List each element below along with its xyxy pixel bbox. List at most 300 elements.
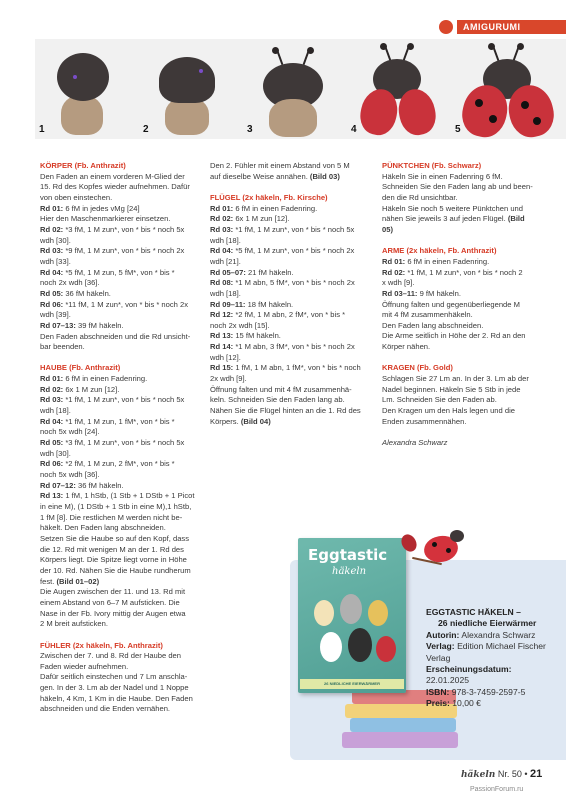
- text-line: [40, 321, 200, 332]
- round-label: Rd 06:: [40, 459, 64, 469]
- step-photo-3: [243, 39, 345, 139]
- book-cover-band: 26 NIEDLICHE EIERWÄRMER: [300, 679, 404, 689]
- round-label: Rd 12:: [210, 310, 234, 320]
- author-label: Autorin:: [426, 629, 460, 640]
- line-text: Häkeln Sie in einen Fadenring 6 fM.: [382, 171, 503, 181]
- text-line: [210, 321, 372, 332]
- line-text: Schlagen Sie 27 Lm an. In der 3. Lm ab der: [382, 374, 529, 384]
- text-line: [40, 513, 200, 524]
- paragraph-gap: [210, 182, 372, 193]
- line-text: Häkeln Sie noch 5 weitere Pünktchen und: [382, 203, 523, 213]
- section-heading: [382, 161, 542, 172]
- line-text: Zwischen der 7. und 8. Rd der Haube den: [40, 651, 181, 661]
- text-line: [210, 172, 372, 183]
- book-author: [426, 630, 562, 641]
- section-heading: [40, 641, 200, 652]
- text-line: [210, 257, 372, 268]
- text-line: [40, 406, 200, 417]
- text-line: [40, 651, 200, 662]
- text-line: [210, 204, 372, 215]
- issue-number: Nr. 50: [497, 769, 522, 779]
- text-line: [210, 289, 372, 300]
- text-line: [382, 331, 542, 342]
- line-text: Die Augen zwischen der 11. und 13. Rd mit: [40, 587, 186, 597]
- egg-warmer: [314, 600, 334, 626]
- paragraph-gap: [382, 427, 542, 438]
- instructions-column-1: [40, 161, 200, 715]
- line-text: 39 fM häkeln.: [75, 320, 124, 330]
- line-text: *1 fM, 1 M zun*, von * bis * noch 5x: [63, 395, 185, 405]
- image-reference: 05): [382, 224, 393, 234]
- text-line: [40, 268, 200, 279]
- round-label: Rd 04:: [40, 416, 64, 426]
- antenna-ball: [380, 43, 387, 50]
- round-label: Rd 02:: [210, 214, 234, 224]
- text-line: [210, 331, 372, 342]
- round-label: Rd 01:: [40, 203, 64, 213]
- line-text: *1 fM, 1 M zun*, von * bis * noch 2: [405, 267, 523, 277]
- text-line: [40, 470, 200, 481]
- image-reference: (Bild 03): [307, 171, 340, 181]
- line-text: 1 fM, 1 hStb, (1 Stb + 1 DStb + 1 Picot: [63, 491, 195, 501]
- line-text: FLÜGEL (2x häkeln, Fb. Kirsche): [210, 192, 328, 202]
- text-line: [40, 342, 200, 353]
- line-text: PÜNKTCHEN (Fb. Schwarz): [382, 161, 482, 170]
- text-line: [382, 417, 542, 428]
- line-text: 2x wdh [9].: [210, 374, 247, 384]
- round-label: Rd 08:: [210, 278, 234, 288]
- text-line: [382, 374, 542, 385]
- text-line: [210, 385, 372, 396]
- line-text: Setzen Sie die Haube so auf den Kopf, dass: [40, 533, 190, 543]
- text-line: [210, 353, 372, 364]
- line-text: 9 fM häkeln.: [417, 288, 461, 298]
- antenna-ball: [488, 43, 495, 50]
- antenna-ball: [272, 47, 279, 54]
- line-text: Nase in der Fb. Ivory mittig der Augen etwa: [40, 608, 186, 618]
- round-label: Rd 07–13:: [40, 320, 76, 330]
- book-cover-title: Eggtastic: [308, 546, 388, 564]
- paragraph-gap: [382, 236, 542, 247]
- line-text: Den Faden abschneiden und die Rd unsicht-: [40, 331, 191, 341]
- book-stack: [342, 732, 458, 748]
- publisher-value: Edition Michael Fischer Verlag: [426, 641, 546, 663]
- text-line: [382, 342, 542, 353]
- line-text: *2 fM, 1 M abn, 2 fM*, von * bis *: [233, 310, 346, 320]
- line-text: von oben einstechen.: [40, 192, 113, 202]
- line-text: *1 M abn, 5 fM*, von * bis * noch 2x: [233, 278, 355, 288]
- wing-dot: [521, 101, 529, 109]
- text-line: [40, 246, 200, 257]
- line-text: 15. Rd des Kopfes wieder aufnehmen. Dafür: [40, 182, 190, 192]
- round-label: Rd 01:: [382, 256, 406, 266]
- text-line: [40, 545, 200, 556]
- text-line: [210, 406, 372, 417]
- line-text: 36 fM häkeln.: [63, 288, 111, 298]
- book-info: [426, 607, 562, 710]
- text-line: [40, 683, 200, 694]
- line-text: wdh [21].: [210, 256, 241, 266]
- text-line: [210, 417, 372, 428]
- photo-number: 5: [455, 124, 461, 135]
- line-text: noch 2x wdh [15].: [210, 320, 270, 330]
- ladybug-dot: [432, 542, 437, 547]
- step-photos: [35, 39, 566, 139]
- antenna-ball: [517, 43, 524, 50]
- price-label: Preis:: [426, 698, 450, 709]
- line-text: wdh [18].: [40, 406, 71, 416]
- text-line: [382, 395, 542, 406]
- line-text: einem Abstand von 6–7 M aufsticken. Die: [40, 597, 180, 607]
- line-text: Nadel beginnen. Häkeln Sie 5 Stb in jede: [382, 384, 521, 394]
- body-shape: [61, 95, 103, 135]
- text-line: [210, 236, 372, 247]
- line-text: den die Rd unsichtbar.: [382, 192, 458, 202]
- line-text: Lm. Schneiden Sie den Faden ab.: [382, 395, 497, 405]
- line-text: in eine M), (1 DStb + 1 Stb in eine M),1 hStb,: [40, 501, 192, 511]
- text-line: [382, 257, 542, 268]
- step-photo-2: [139, 39, 241, 139]
- text-line: [40, 374, 200, 385]
- round-label: Rd 13:: [40, 491, 64, 501]
- text-line: [40, 395, 200, 406]
- line-text: Hier den Maschenmarkierer einsetzen.: [40, 214, 171, 224]
- text-line: [40, 555, 200, 566]
- line-text: *1 fM, 1 M zun*, von * bis * noch 5x: [233, 224, 355, 234]
- section-heading: [382, 246, 542, 257]
- line-text: wdh [39].: [40, 310, 71, 320]
- wing-dot: [533, 117, 541, 125]
- photo-number: 2: [143, 124, 149, 135]
- line-text: häkelt. Den Faden lang abschneiden.: [40, 523, 166, 533]
- text-line: [40, 257, 200, 268]
- round-label: Rd 04:: [210, 246, 234, 256]
- line-text: Körpers liegt. Die Spitze liegt vorne in Höhe: [40, 555, 187, 565]
- book-cover-subtitle: häkeln: [332, 566, 367, 577]
- line-text: 6 fM in einen Fadenring.: [233, 203, 318, 213]
- photo-number: 4: [351, 124, 357, 135]
- release-label: Erscheinungsdatum:: [426, 664, 512, 675]
- text-line: [382, 385, 542, 396]
- text-line: [40, 577, 200, 588]
- instructions-column-2: [210, 161, 372, 427]
- paragraph-gap: [40, 353, 200, 364]
- step-photo-1: [35, 39, 137, 139]
- wing-dot: [475, 99, 483, 107]
- text-line: [40, 214, 200, 225]
- line-text: fest.: [40, 576, 55, 586]
- section-heading: [382, 363, 542, 374]
- line-text: ARME (2x häkeln, Fb. Anthrazit): [382, 246, 497, 256]
- text-line: [210, 246, 372, 257]
- line-text: bar beenden.: [40, 342, 85, 352]
- round-label: Rd 13:: [210, 331, 234, 341]
- text-line: [382, 406, 542, 417]
- round-label: Rd 04:: [40, 267, 64, 277]
- line-text: noch 5x wdh [36].: [40, 470, 100, 480]
- line-text: Dafür seitlich einstechen und 7 Lm anschla-: [40, 672, 188, 682]
- round-label: Rd 03:: [40, 395, 64, 405]
- step-photo-5: [451, 39, 566, 139]
- line-text: wdh [33].: [40, 256, 71, 266]
- release-value: 22.01.2025: [426, 675, 470, 686]
- line-text: Alexandra Schwarz: [382, 438, 448, 448]
- line-text: die 12. Rd mit wenigen M an der 1. Rd des: [40, 544, 184, 554]
- round-label: Rd 02:: [40, 224, 64, 234]
- text-line: [40, 278, 200, 289]
- publisher-label: Verlag:: [426, 641, 455, 652]
- text-line: [40, 289, 200, 300]
- text-line: [40, 609, 200, 620]
- line-text: 18 fM häkeln.: [245, 299, 294, 309]
- wing-dot: [489, 115, 497, 123]
- line-text: *11 fM, 1 M zun*, von * bis * noch 2x: [63, 299, 189, 309]
- text-line: [40, 204, 200, 215]
- text-line: [40, 694, 200, 705]
- photo-number: 3: [247, 124, 253, 135]
- book-price: [426, 698, 562, 709]
- section-heading: [40, 363, 200, 374]
- line-text: KÖRPER (Fb. Anthrazit): [40, 161, 126, 170]
- image-reference: (Bild: [505, 214, 525, 224]
- text-line: [210, 300, 372, 311]
- round-label: Rd 02:: [382, 267, 406, 277]
- text-line: [40, 587, 200, 598]
- text-line: [382, 268, 542, 279]
- text-line: [40, 598, 200, 609]
- text-line: [40, 438, 200, 449]
- text-line: [40, 449, 200, 460]
- section-circle-icon: [439, 20, 453, 34]
- line-text: wdh [12].: [210, 352, 241, 362]
- line-text: KRAGEN (Fb. Gold): [382, 363, 453, 373]
- line-text: Öffnung falten und gegenüberliegende M: [382, 299, 520, 309]
- round-label: Rd 03:: [40, 246, 64, 256]
- line-text: 1 fM [8]. Die restlichen M werden nicht be-: [40, 512, 183, 522]
- line-text: 6 fM in jedes vMg [24]: [63, 203, 140, 213]
- line-text: 1 fM, 1 M abn, 1 fM*, von * bis * noch: [233, 363, 361, 373]
- line-text: wdh [18].: [210, 235, 241, 245]
- text-line: [382, 204, 542, 215]
- line-text: 36 fM häkeln.: [75, 480, 124, 490]
- round-label: Rd 01:: [40, 374, 64, 384]
- line-text: *5 fM, 1 M zun, 5 fM*, von * bis *: [63, 267, 175, 277]
- antenna-ball: [307, 47, 314, 54]
- line-text: auf dieselbe Weise annähen.: [210, 171, 308, 181]
- round-label: Rd 01:: [210, 203, 234, 213]
- line-text: wdh [18].: [210, 288, 241, 298]
- text-line: [210, 374, 372, 385]
- round-label: Rd 05:: [40, 288, 64, 298]
- watermark: PassionForum.ru: [470, 786, 524, 793]
- text-line: [382, 300, 542, 311]
- price-value: 10,00 €: [452, 698, 481, 709]
- text-line: [210, 363, 372, 374]
- antenna-ball: [407, 43, 414, 50]
- text-line: [40, 672, 200, 683]
- text-line: [40, 491, 200, 502]
- text-line: [40, 534, 200, 545]
- text-line: [210, 342, 372, 353]
- ladybug-head: [450, 530, 464, 542]
- text-line: [40, 385, 200, 396]
- book-isbn: [426, 687, 562, 698]
- text-line: [382, 225, 542, 236]
- section-heading: [210, 193, 372, 204]
- body-shape: [269, 99, 317, 137]
- text-line: [40, 225, 200, 236]
- text-line: [382, 289, 542, 300]
- round-label: Rd 06:: [40, 299, 64, 309]
- line-text: noch 5x wdh [24].: [40, 427, 100, 437]
- text-line: [210, 161, 372, 172]
- paragraph-gap: [382, 353, 542, 364]
- line-text: gen. In der 3. Lm ab der Nadel und 1 Noppe: [40, 683, 189, 693]
- text-line: [40, 704, 200, 715]
- text-line: [40, 182, 200, 193]
- egg-warmer: [368, 600, 388, 626]
- line-text: 6x 1 M zun [12].: [233, 214, 290, 224]
- text-line: [40, 300, 200, 311]
- eye-marker: [199, 69, 203, 73]
- image-reference: (Bild 04): [238, 416, 271, 426]
- book-title: EGGTASTIC HÄKELN –: [426, 607, 521, 617]
- line-text: Enden zusammennähen.: [382, 416, 467, 426]
- text-line: [210, 278, 372, 289]
- text-line: [382, 321, 542, 332]
- text-line: [382, 214, 542, 225]
- line-text: *5 fM, 1 M zun*, von * bis * noch 2x: [233, 246, 355, 256]
- round-label: Rd 03–11:: [382, 288, 418, 298]
- head-shape: [159, 57, 215, 103]
- line-text: 21 fM häkeln.: [245, 267, 294, 277]
- text-line: [40, 502, 200, 513]
- paragraph-gap: [40, 630, 200, 641]
- section-heading: [40, 161, 200, 172]
- text-line: [382, 278, 542, 289]
- line-text: Körper nähen.: [382, 342, 431, 352]
- line-text: 2 M breit aufsticken.: [40, 619, 108, 629]
- footer-separator: •: [524, 769, 528, 779]
- text-line: [40, 417, 200, 428]
- text-line: [210, 310, 372, 321]
- isbn-label: ISBN:: [426, 686, 450, 697]
- line-text: HAUBE (Fb. Anthrazit): [40, 363, 121, 373]
- text-line: [382, 310, 542, 321]
- magazine-brand: häkeln: [461, 770, 496, 780]
- line-text: *1 fM, 1 M zun, 1 fM*, von * bis *: [63, 416, 175, 426]
- line-text: 15 fM häkeln.: [233, 331, 281, 341]
- line-text: Faden wieder aufnehmen.: [40, 661, 129, 671]
- round-label: Rd 09–11:: [210, 299, 246, 309]
- text-line: [40, 566, 200, 577]
- page-number: 21: [530, 768, 543, 780]
- round-label: Rd 05–07:: [210, 267, 246, 277]
- round-label: Rd 02:: [40, 384, 64, 394]
- egg-warmer: [348, 628, 372, 662]
- line-text: Schneiden Sie den Faden lang ab und been-: [382, 182, 533, 192]
- text-line: [382, 193, 542, 204]
- text-line: [40, 236, 200, 247]
- text-line: [40, 481, 200, 492]
- line-text: Die Arme seitlich in Höhe der 2. Rd an den: [382, 331, 526, 341]
- section-header: AMIGURUMI: [457, 20, 566, 34]
- text-line: [40, 459, 200, 470]
- image-reference: (Bild 01–02): [54, 576, 100, 586]
- text-line: [210, 225, 372, 236]
- text-line: [40, 193, 200, 204]
- text-line: [382, 182, 542, 193]
- book-stack: [350, 718, 456, 732]
- round-label: Rd 07–12:: [40, 480, 76, 490]
- book-publisher: [426, 641, 562, 664]
- line-text: 6 fM in einen Fadenring.: [63, 374, 148, 384]
- line-text: x wdh [9].: [382, 278, 415, 288]
- book-subtitle: 26 niedliche Eierwärmer: [438, 618, 537, 629]
- text-line: [382, 438, 542, 449]
- round-label: Rd 03:: [210, 224, 234, 234]
- line-text: Den Faden an einem vorderen M-Glied der: [40, 171, 185, 181]
- line-text: wdh [30].: [40, 448, 71, 458]
- line-text: der 10. Rd. Nähen Sie die Haube rundherum: [40, 565, 191, 575]
- egg-warmer: [376, 636, 396, 662]
- line-text: *9 fM, 1 M zun*, von * bis * noch 2x: [63, 246, 185, 256]
- page-footer: [461, 768, 542, 780]
- round-label: Rd 15:: [210, 363, 234, 373]
- line-text: Den Kragen um den Hals legen und die: [382, 406, 515, 416]
- text-line: [40, 619, 200, 630]
- line-text: *2 fM, 1 M zun, 2 fM*, von * bis *: [63, 459, 175, 469]
- text-line: [40, 310, 200, 321]
- head-shape: [57, 53, 109, 101]
- line-text: *3 fM, 1 M zun*, von * bis * noch 5x: [63, 438, 185, 448]
- ladybug-dot: [446, 548, 451, 553]
- step-photo-4: [347, 39, 449, 139]
- line-text: nähen Sie jeweils 3 auf jeden Flügel.: [382, 214, 506, 224]
- line-text: 6 fM in einen Fadenring.: [405, 256, 490, 266]
- line-text: mit 4 fM zusammenhäkeln.: [382, 310, 473, 320]
- round-label: Rd 14:: [210, 342, 234, 352]
- egg-warmer: [340, 594, 362, 624]
- eye-marker: [73, 75, 77, 79]
- line-text: FÜHLER (2x häkeln, Fb. Anthrazit): [40, 640, 163, 650]
- line-text: abschneiden und die Enden vernähen.: [40, 704, 171, 714]
- author-value: Alexandra Schwarz: [461, 629, 536, 640]
- line-text: noch 2x wdh [36].: [40, 278, 100, 288]
- line-text: 6x 1 M zun [12].: [63, 384, 120, 394]
- text-line: [40, 172, 200, 183]
- line-text: *1 M abn, 3 fM*, von * bis * noch 2x: [233, 342, 355, 352]
- egg-warmer: [320, 632, 342, 662]
- isbn-value: 978-3-7459-2597-5: [451, 686, 526, 697]
- line-text: Den 2. Fühler mit einem Abstand von 5 M: [210, 161, 350, 170]
- text-line: [210, 268, 372, 279]
- text-line: [210, 214, 372, 225]
- line-text: Körpers.: [210, 416, 239, 426]
- text-line: [210, 395, 372, 406]
- line-text: Den Faden lang abschneiden.: [382, 320, 484, 330]
- round-label: Rd 05:: [40, 438, 64, 448]
- line-text: wdh [30].: [40, 235, 71, 245]
- line-text: Öffnung falten und mit 4 fM zusammenhä-: [210, 384, 352, 394]
- photo-number: 1: [39, 124, 45, 135]
- line-text: Nähen Sie die Flügel hinten an die 1. Rd des: [210, 406, 361, 416]
- text-line: [40, 332, 200, 343]
- text-line: [382, 172, 542, 183]
- text-line: [40, 427, 200, 438]
- line-text: *3 fM, 1 M zun*, von * bis * noch 5x: [63, 224, 185, 234]
- text-line: [40, 523, 200, 534]
